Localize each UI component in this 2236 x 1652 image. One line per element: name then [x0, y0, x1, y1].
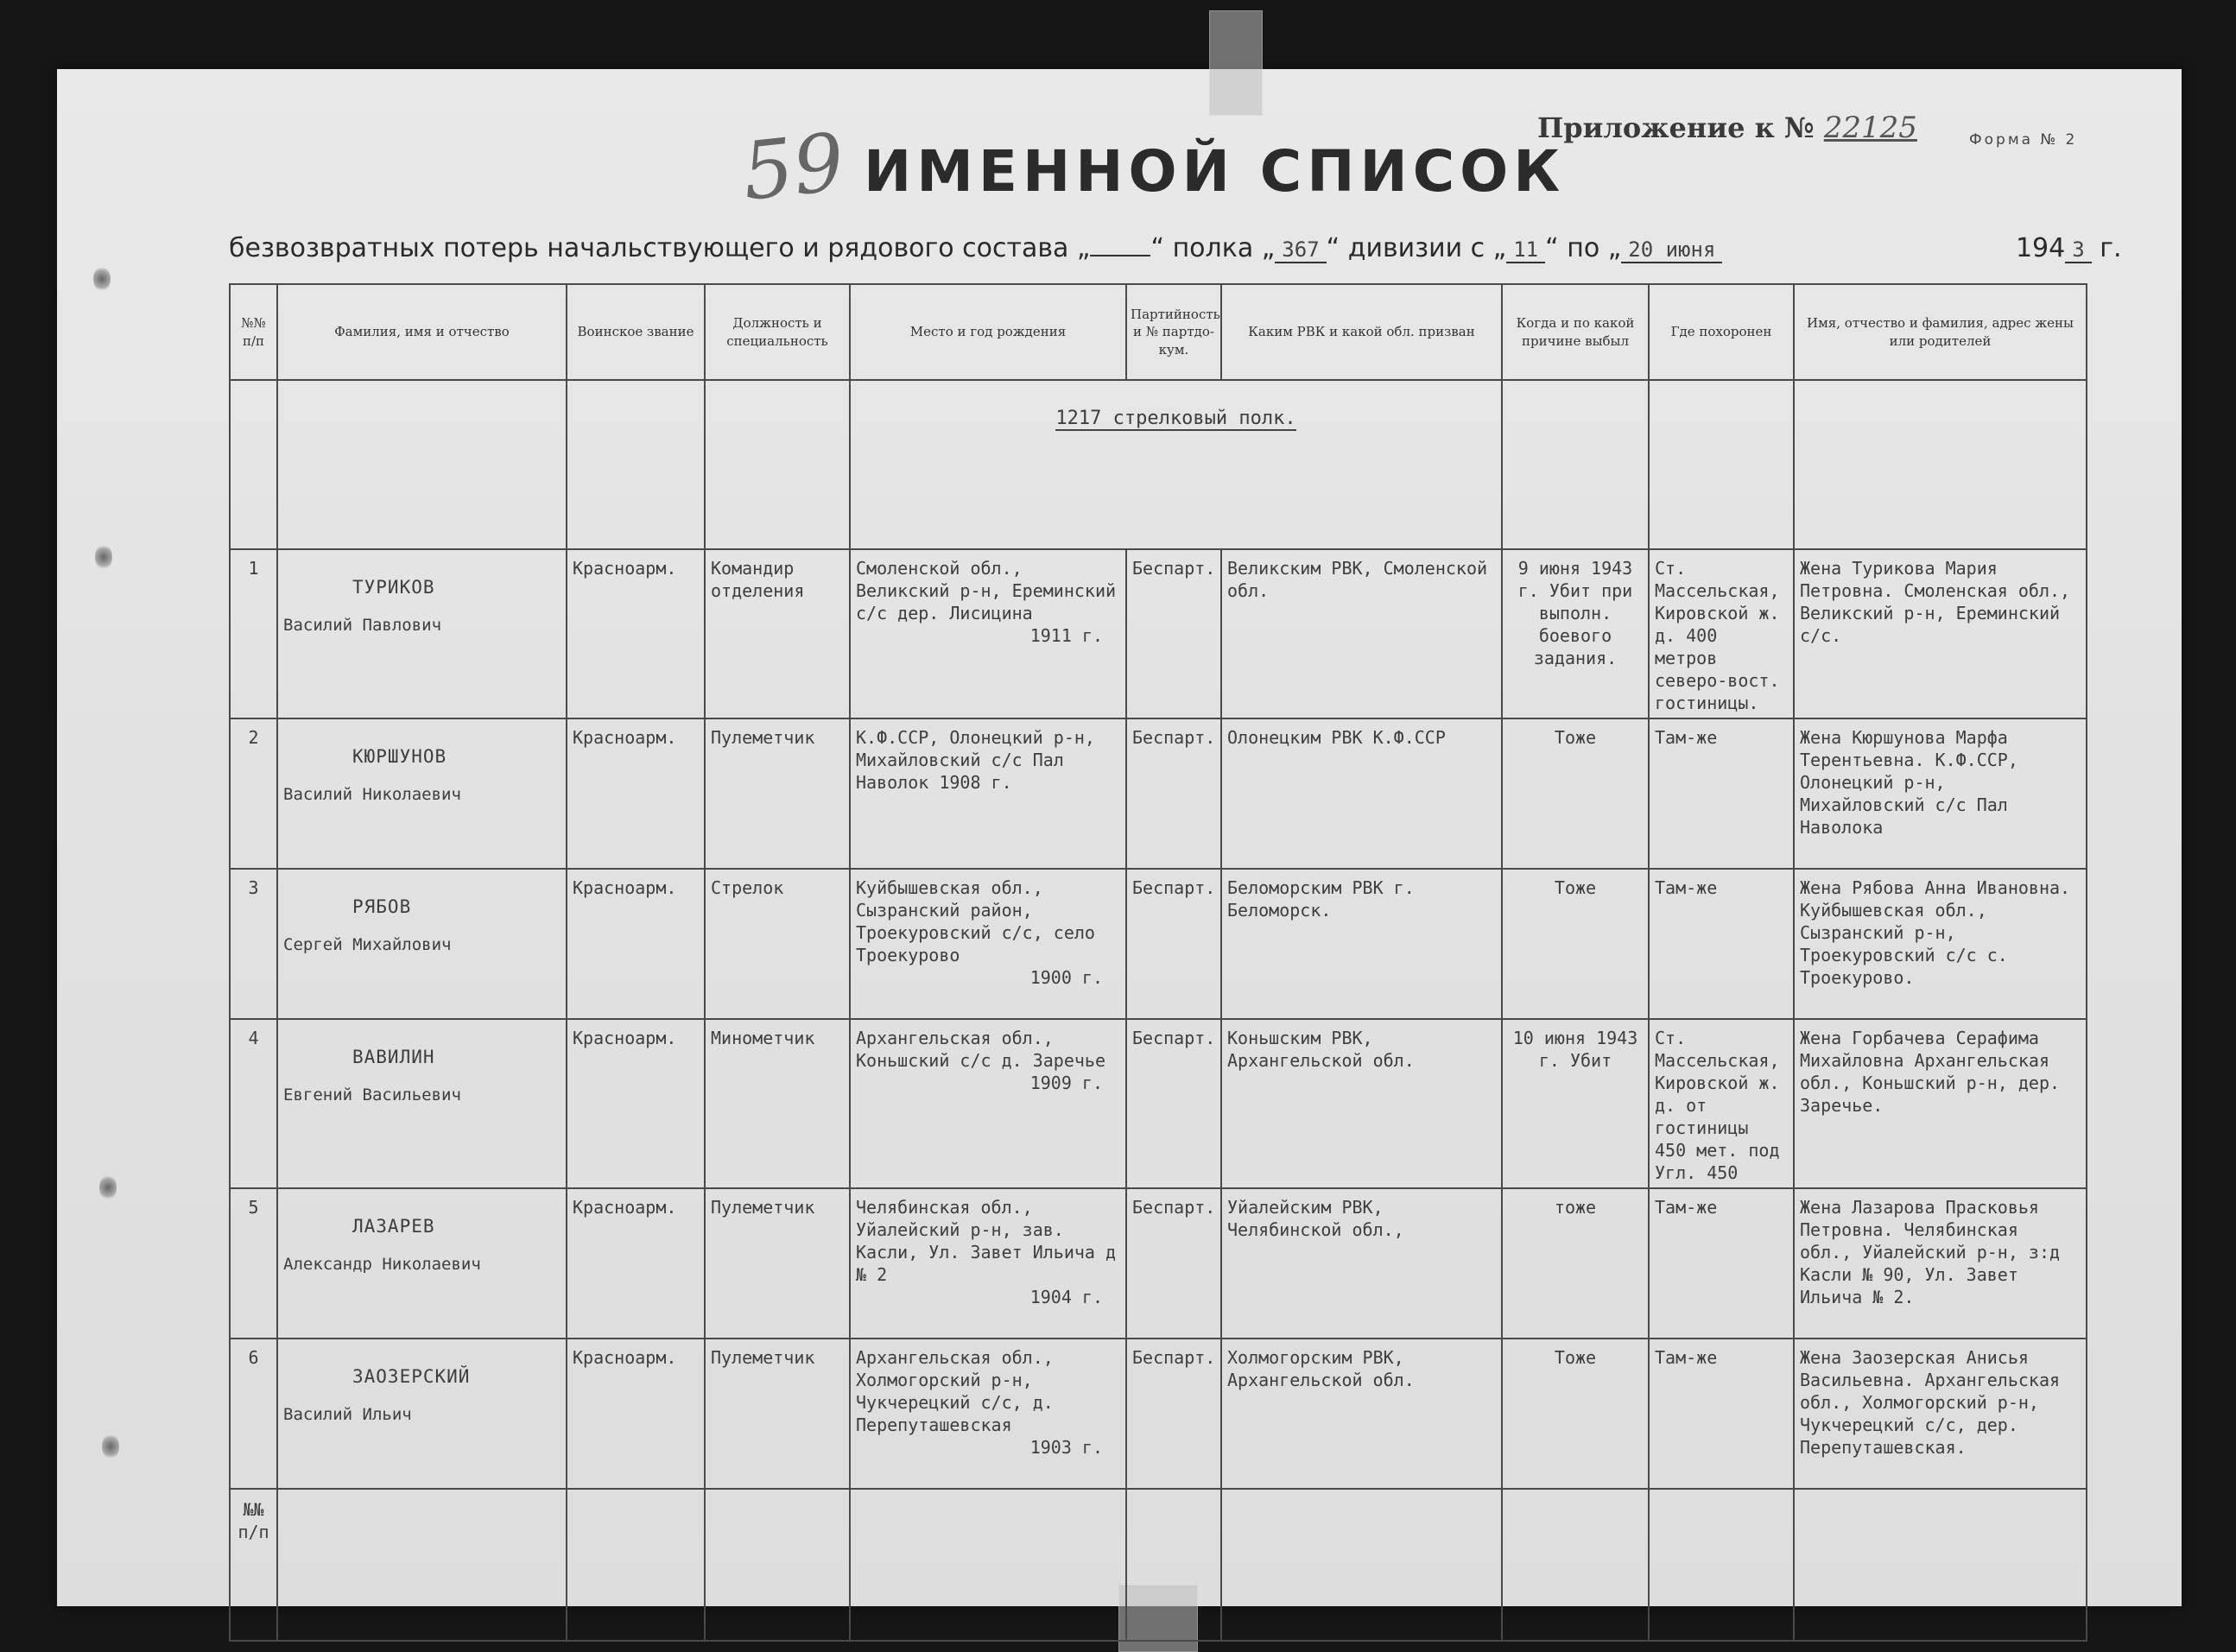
appendix-text: Приложение к № — [1537, 111, 1815, 144]
year-prefix: 194 — [2015, 233, 2066, 263]
table-body — [230, 549, 2087, 1489]
table-footer-row — [230, 1489, 2087, 1641]
row-number: 4 — [230, 1019, 277, 1188]
col-header: Партийность и № партдо-кум. — [1126, 284, 1221, 380]
relatives: Жена Лазарова Прасковья Петровна. Челябинская обл., Уйалейский р-н, з:д Касли № 90, Ул. Завет Ильича № 2. — [1794, 1188, 2087, 1339]
col-header: Имя, отчество и фамилия, адрес жены или родителей — [1794, 284, 2087, 380]
position: Пулеметчик — [705, 1339, 850, 1489]
burial-place: Ст. Массельская, Кировской ж. д. 400 метров северо-вост. гостиницы. — [1649, 549, 1794, 718]
row-number: 5 — [230, 1188, 277, 1339]
surname: РЯБОВ — [352, 896, 412, 917]
unit-row — [230, 380, 2087, 549]
birth-year: 1904 г. — [1029, 1287, 1103, 1307]
burial-place: Там-же — [1649, 1188, 1794, 1339]
party: Беспарт. — [1126, 1019, 1221, 1188]
birthplace: Куйбышевская обл., Сызранский район, Троекуровский с/с, село Троекурово — [856, 877, 1095, 965]
table-row — [230, 869, 2087, 1019]
birthplace-cell — [850, 869, 1126, 1019]
subtitle-to: “ по „ — [1545, 233, 1622, 263]
when-reason: Тоже — [1502, 718, 1649, 869]
rvk: Великским РВК, Смоленской обл. — [1221, 549, 1502, 718]
table-row — [230, 718, 2087, 869]
table-row — [230, 549, 2087, 718]
burial-place: Там-же — [1649, 869, 1794, 1019]
division-number: 367 — [1275, 237, 1326, 263]
party: Беспарт. — [1126, 1339, 1221, 1489]
birthplace: Архангельская обл., Холмогорский р-н, Чукчерецкий с/с, д. Перепуташевская — [856, 1347, 1054, 1435]
table-row — [230, 1339, 2087, 1489]
birth-year: 1903 г. — [1029, 1437, 1103, 1458]
col-header: Должность и специальность — [705, 284, 850, 380]
when-reason: Тоже — [1502, 869, 1649, 1019]
rvk: Коньшским РВК, Архангельской обл. — [1221, 1019, 1502, 1188]
subtitle-regiment: “ полка „ — [1150, 233, 1276, 263]
given-name: Василий Николаевич — [283, 785, 461, 805]
given-name: Сергей Михайлович — [283, 935, 452, 955]
birthplace-cell — [850, 1188, 1126, 1339]
surname: ЗАОЗЕРСКИЙ — [352, 1366, 471, 1387]
rvk: Беломорским РВК г. Беломорск. — [1221, 869, 1502, 1019]
table-header-row — [230, 284, 2087, 380]
birthplace-cell — [850, 549, 1126, 718]
given-name: Василий Ильич — [283, 1405, 412, 1425]
binder-hole — [95, 544, 112, 570]
row-number: 6 — [230, 1339, 277, 1489]
surname: КЮРШУНОВ — [352, 746, 447, 767]
name-cell — [277, 1019, 567, 1188]
form-number: Форма № 2 — [1969, 131, 2078, 149]
year-digit: 3 — [2065, 237, 2091, 263]
row-number: 3 — [230, 869, 277, 1019]
burial-place: Там-же — [1649, 718, 1794, 869]
name-cell — [277, 718, 567, 869]
birthplace-cell — [850, 1019, 1126, 1188]
birthplace: Архангельская обл., Коньшский с/с д. Заречье — [856, 1028, 1105, 1071]
relatives: Жена Горбачева Серафима Михайловна Архангельская обл., Коньшский р-н, дер. Заречье. — [1794, 1019, 2087, 1188]
rvk: Холмогорским РВК, Архангельской обл. — [1221, 1339, 1502, 1489]
col-header: Где похоронен — [1649, 284, 1794, 380]
binder-hole — [102, 1434, 119, 1459]
given-name: Евгений Васильевич — [283, 1086, 461, 1105]
position: Пулеметчик — [705, 718, 850, 869]
name-cell — [277, 1339, 567, 1489]
rank: Красноарм. — [567, 1188, 705, 1339]
relatives: Жена Заозерская Анисья Васильевна. Архангельская обл., Холмогорский р-н, Чукчерецкий с/с, дер. Перепуташевская. — [1794, 1339, 2087, 1489]
binder-hole — [99, 1174, 117, 1200]
regiment-blank — [1090, 255, 1150, 256]
handwritten-number: 59 — [738, 116, 849, 218]
birth-year: 1909 г. — [1029, 1073, 1103, 1093]
party: Беспарт. — [1126, 869, 1221, 1019]
footer-num-label: №№ п/п — [230, 1489, 277, 1641]
relatives: Жена Рябова Анна Ивановна. Куйбышевская обл., Сызранский р-н, Троекуровский с/с с. Троекурово. — [1794, 869, 2087, 1019]
appendix-number: 22125 — [1823, 111, 1917, 145]
birthplace-cell — [850, 1339, 1126, 1489]
burial-place: Там-же — [1649, 1339, 1794, 1489]
given-name: Василий Павлович — [283, 616, 442, 636]
birthplace: Челябинская обл., Уйалейский р-н, зав. Касли, Ул. Завет Ильича д № 2 — [856, 1197, 1117, 1285]
rank: Красноарм. — [567, 869, 705, 1019]
date-from: 11 — [1506, 237, 1545, 263]
rank: Красноарм. — [567, 718, 705, 869]
col-header: Воинское звание — [567, 284, 705, 380]
col-header: Каким РВК и какой обл. призван — [1221, 284, 1502, 380]
relatives: Жена Турикова Мария Петровна. Смоленская обл., Великский р-н, Ереминский с/с. — [1794, 549, 2087, 718]
position: Стрелок — [705, 869, 850, 1019]
given-name: Александр Николаевич — [283, 1255, 481, 1275]
binder-hole — [93, 266, 111, 292]
surname: ВАВИЛИН — [352, 1047, 435, 1067]
surname: ЛАЗАРЕВ — [352, 1216, 435, 1237]
date-to: 20 июня — [1621, 237, 1722, 263]
row-number: 2 — [230, 718, 277, 869]
col-header: №№ п/п — [230, 284, 277, 380]
position: Минометчик — [705, 1019, 850, 1188]
tape-strip-top — [1209, 10, 1263, 116]
rvk: Уйалейским РВК, Челябинской обл., — [1221, 1188, 1502, 1339]
birthplace: Смоленской обл., Великский р-н, Ереминский с/с дер. Лисицина — [856, 558, 1117, 623]
birth-year: 1911 г. — [1029, 625, 1103, 646]
table-row — [230, 1019, 2087, 1188]
when-reason: 10 июня 1943 г. Убит — [1502, 1019, 1649, 1188]
unit-label: 1217 стрелковый полк. — [1055, 408, 1296, 429]
burial-place: Ст. Массельская, Кировской ж. д. от гостиницы 450 мет. под Угл. 450 — [1649, 1019, 1794, 1188]
party: Беспарт. — [1126, 1188, 1221, 1339]
page-title: ИМЕННОЙ СПИСОК — [864, 138, 1566, 205]
when-reason: тоже — [1502, 1188, 1649, 1339]
name-cell — [277, 549, 567, 718]
col-header: Когда и по какой причине выбыл — [1502, 284, 1649, 380]
name-cell — [277, 1188, 567, 1339]
when-reason: Тоже — [1502, 1339, 1649, 1489]
rank: Красноарм. — [567, 1339, 705, 1489]
subtitle-start: безвозвратных потерь начальствующего и рядового состава „ — [229, 233, 1091, 263]
table-row — [230, 1188, 2087, 1339]
rvk: Олонецким РВК К.Ф.ССР — [1221, 718, 1502, 869]
rank: Красноарм. — [567, 1019, 705, 1188]
rank: Красноарм. — [567, 549, 705, 718]
birthplace: К.Ф.ССР, Олонецкий р-н, Михайловский с/с Пал Наволок 1908 г. — [856, 727, 1095, 793]
when-reason: 9 июня 1943 г. Убит при выполн. боевого задания. — [1502, 549, 1649, 718]
party: Беспарт. — [1126, 549, 1221, 718]
position: Командир отделения — [705, 549, 850, 718]
birthplace-cell — [850, 718, 1126, 869]
casualty-table — [229, 283, 2087, 1642]
name-cell — [277, 869, 567, 1019]
subtitle-division: “ дивизии с „ — [1326, 233, 1507, 263]
row-number: 1 — [230, 549, 277, 718]
subtitle-line — [229, 233, 2122, 263]
party: Беспарт. — [1126, 718, 1221, 869]
surname: ТУРИКОВ — [352, 577, 435, 598]
birth-year: 1900 г. — [1029, 967, 1103, 988]
appendix-label — [1537, 111, 1917, 145]
col-header: Фамилия, имя и отчество — [277, 284, 567, 380]
col-header: Место и год рождения — [850, 284, 1126, 380]
position: Пулеметчик — [705, 1188, 850, 1339]
relatives: Жена Кюршунова Марфа Терентьевна. К.Ф.ССР, Олонецкий р-н, Михайловский с/с Пал Наволока — [1794, 718, 2087, 869]
year-suffix: г. — [2100, 233, 2122, 263]
